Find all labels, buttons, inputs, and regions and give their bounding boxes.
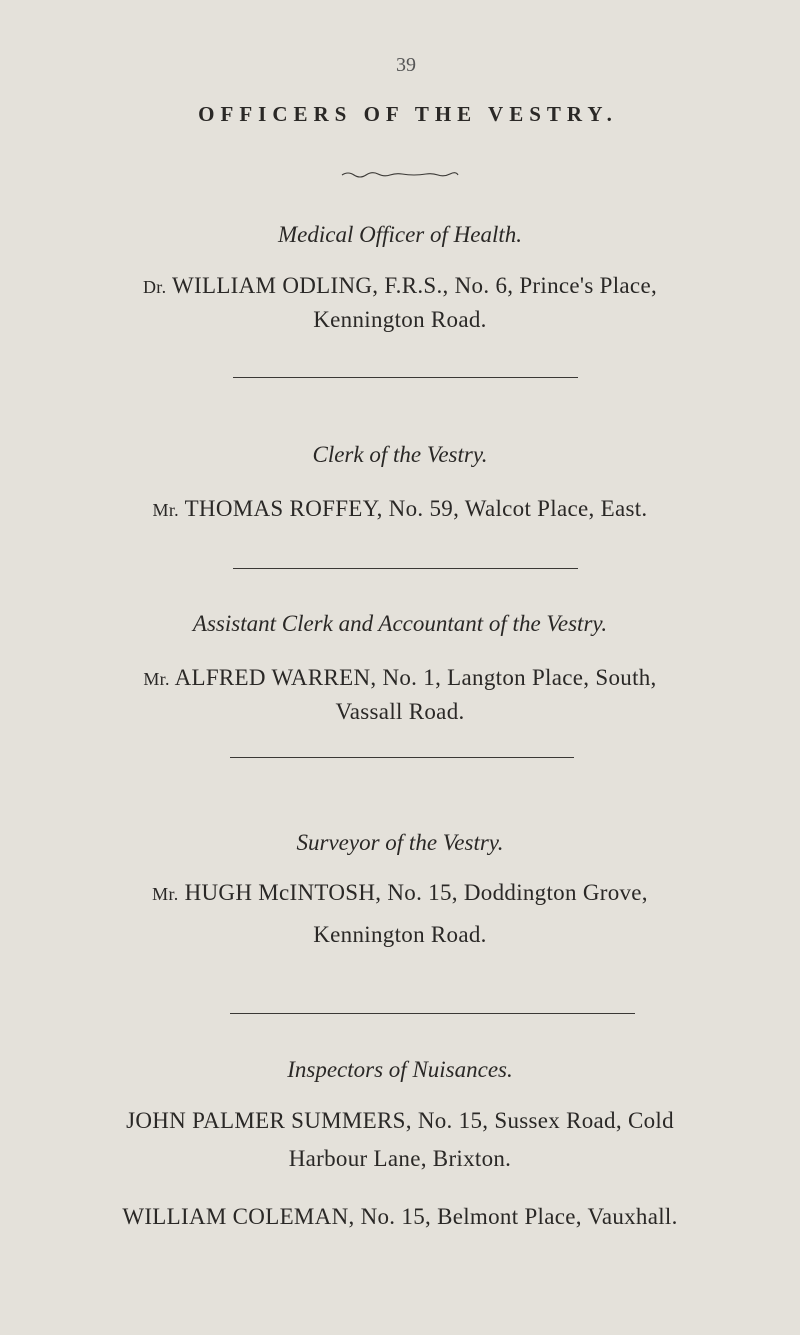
- section-divider: [233, 568, 578, 569]
- entry-line: [0, 880, 800, 906]
- entry-line: WILLIAM COLEMAN, No. 15, Belmont Place, Vauxhall.: [122, 1204, 678, 1229]
- page-heading: OFFICERS OF THE VESTRY.: [198, 102, 618, 126]
- title-prefix: Mr.: [152, 500, 179, 520]
- entry-line: JOHN PALMER SUMMERS, No. 15, Sussex Road, Cold: [126, 1108, 674, 1133]
- entry-text: HUGH McINTOSH, No. 15, Doddington Grove,: [184, 880, 648, 905]
- section-title-surveyor: Surveyor of the Vestry.: [296, 830, 504, 855]
- section-title-medical-officer: Medical Officer of Health.: [278, 222, 522, 247]
- section-divider: [230, 757, 574, 758]
- title-prefix: Mr.: [152, 884, 179, 904]
- entry-text: WILLIAM ODLING, F.R.S., No. 6, Prince's Place,: [172, 273, 658, 298]
- entry-line: Kennington Road.: [313, 922, 487, 947]
- entry-text: ALFRED WARREN, No. 1, Langton Place, South,: [174, 665, 657, 690]
- section-title-clerk: Clerk of the Vestry.: [312, 442, 488, 467]
- entry-text: THOMAS ROFFEY, No. 59, Walcot Place, East.: [184, 496, 648, 521]
- title-prefix: Dr.: [142, 277, 167, 297]
- section-divider: [233, 377, 578, 378]
- entry-line: Vassall Road.: [335, 699, 465, 724]
- title-prefix: Mr.: [143, 669, 170, 689]
- ornamental-rule: [340, 168, 460, 180]
- entry-line: Kennington Road.: [313, 307, 487, 332]
- entry-line: [0, 496, 800, 522]
- entry-line: Harbour Lane, Brixton.: [288, 1146, 512, 1171]
- page-number: 39: [396, 54, 416, 76]
- section-title-inspectors: Inspectors of Nuisances.: [287, 1057, 513, 1082]
- section-divider: [230, 1013, 635, 1014]
- entry-line: [0, 665, 800, 691]
- section-title-assistant-clerk: Assistant Clerk and Accountant of the Vestry.: [192, 611, 608, 636]
- entry-line: [0, 273, 800, 299]
